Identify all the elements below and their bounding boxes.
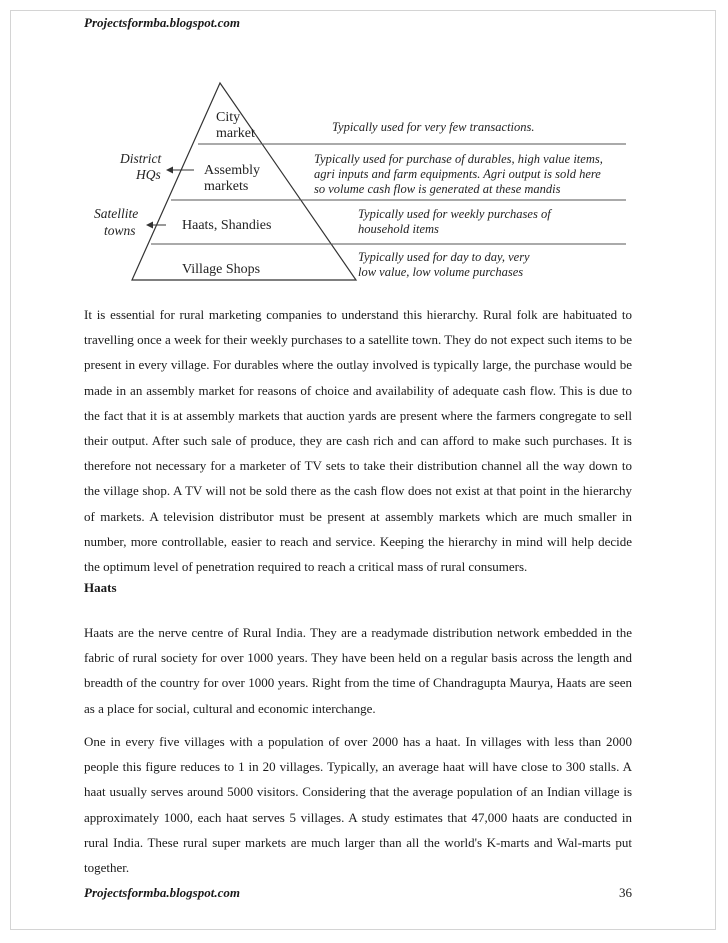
district-arrow-head bbox=[166, 167, 173, 174]
note-assembly-line1: Typically used for purchase of durables, high value items, bbox=[314, 152, 603, 166]
side-label-satellite-line1: Satellite bbox=[94, 206, 139, 221]
level-haats: Haats, Shandies bbox=[182, 218, 272, 233]
market-hierarchy-figure bbox=[86, 75, 642, 285]
satellite-arrow-head bbox=[146, 222, 153, 229]
note-haats-line1: Typically used for weekly purchases of bbox=[358, 207, 551, 221]
side-label-district-line1: District bbox=[120, 151, 162, 166]
note-village-line2: low value, low volume purchases bbox=[358, 265, 524, 279]
paragraph-haats-stats: One in every five villages with a population of over 2000 has a haat. In villages with less than 2000 people this figure reduces to 1 in 20 villages. Typically, an average haat will have close to 300 stalls. A haat usually serves around 5000 visitors. Considering that the average population of an Indian village is approximately 1000, each haat serves 5 villages. A study estimates that 47,000 haats are conducted in rural India. These rural super markets are much larger than all the world's K-marts and Wal-marts put together. bbox=[84, 734, 632, 876]
header-site-name: Projectsformba.blogspot.com bbox=[84, 15, 240, 30]
note-city: Typically used for very few transactions. bbox=[332, 120, 535, 134]
side-label-district-line2: HQs bbox=[136, 167, 161, 182]
note-assembly-line2: agri inputs and farm equipments. Agri output is sold here bbox=[314, 167, 601, 181]
level-city-line1: City bbox=[216, 110, 241, 125]
pyramid-diagram bbox=[86, 75, 642, 285]
page-number: 36 bbox=[619, 885, 632, 900]
level-city-line2: market bbox=[216, 126, 255, 141]
level-assembly-line2: markets bbox=[204, 179, 249, 194]
note-assembly-line3: so volume cash flow is generated at these mandis bbox=[314, 182, 561, 196]
paragraph-haats-intro: Haats are the nerve centre of Rural India. They are a readymade distribution network embedded in the fabric of rural society for over 1000 years. They have been held on a regular basis across the length and breadth of the country for over 1000 years. Right from the time of Chandragupta Maurya, Haats are seen as a place for social, cultural and economic interchange. bbox=[84, 625, 632, 716]
section-heading-haats: Haats bbox=[84, 580, 117, 595]
paragraph-hierarchy: It is essential for rural marketing companies to understand this hierarchy. Rural folk are habituated to travelling once a week for their weekly purchases to a satellite town. They do not expect such items to be present in every village. For durables where the outlay involved is typically large, the purchase would be made in an assembly market for reasons of choice and availability of adequate cash flow. This is due to the fact that it is at assembly markets that auction yards are present where the farmers congregate to sell their output. After such sale of produce, they are cash rich and can afford to make such purchases. It is therefore not necessary for a marketer of TV sets to take their distribution channel all the way down to the village shop. A TV will not be sold there as the cash flow does not exist at that point in the hierarchy of markets. A television distributor must be present at assembly markets which are much smaller in number, more controllable, easier to reach and service. Keeping the hierarchy in mind will help decide the optimum level of penetration required to reach a critical mass of rural consumers. bbox=[84, 307, 632, 575]
note-village-line1: Typically used for day to day, very bbox=[358, 250, 530, 264]
note-haats-line2: household items bbox=[358, 222, 439, 236]
side-label-satellite-line2: towns bbox=[104, 223, 136, 238]
level-village-shops: Village Shops bbox=[182, 262, 261, 277]
footer-site-name: Projectsformba.blogspot.com bbox=[84, 885, 240, 900]
level-assembly-line1: Assembly bbox=[204, 163, 260, 178]
